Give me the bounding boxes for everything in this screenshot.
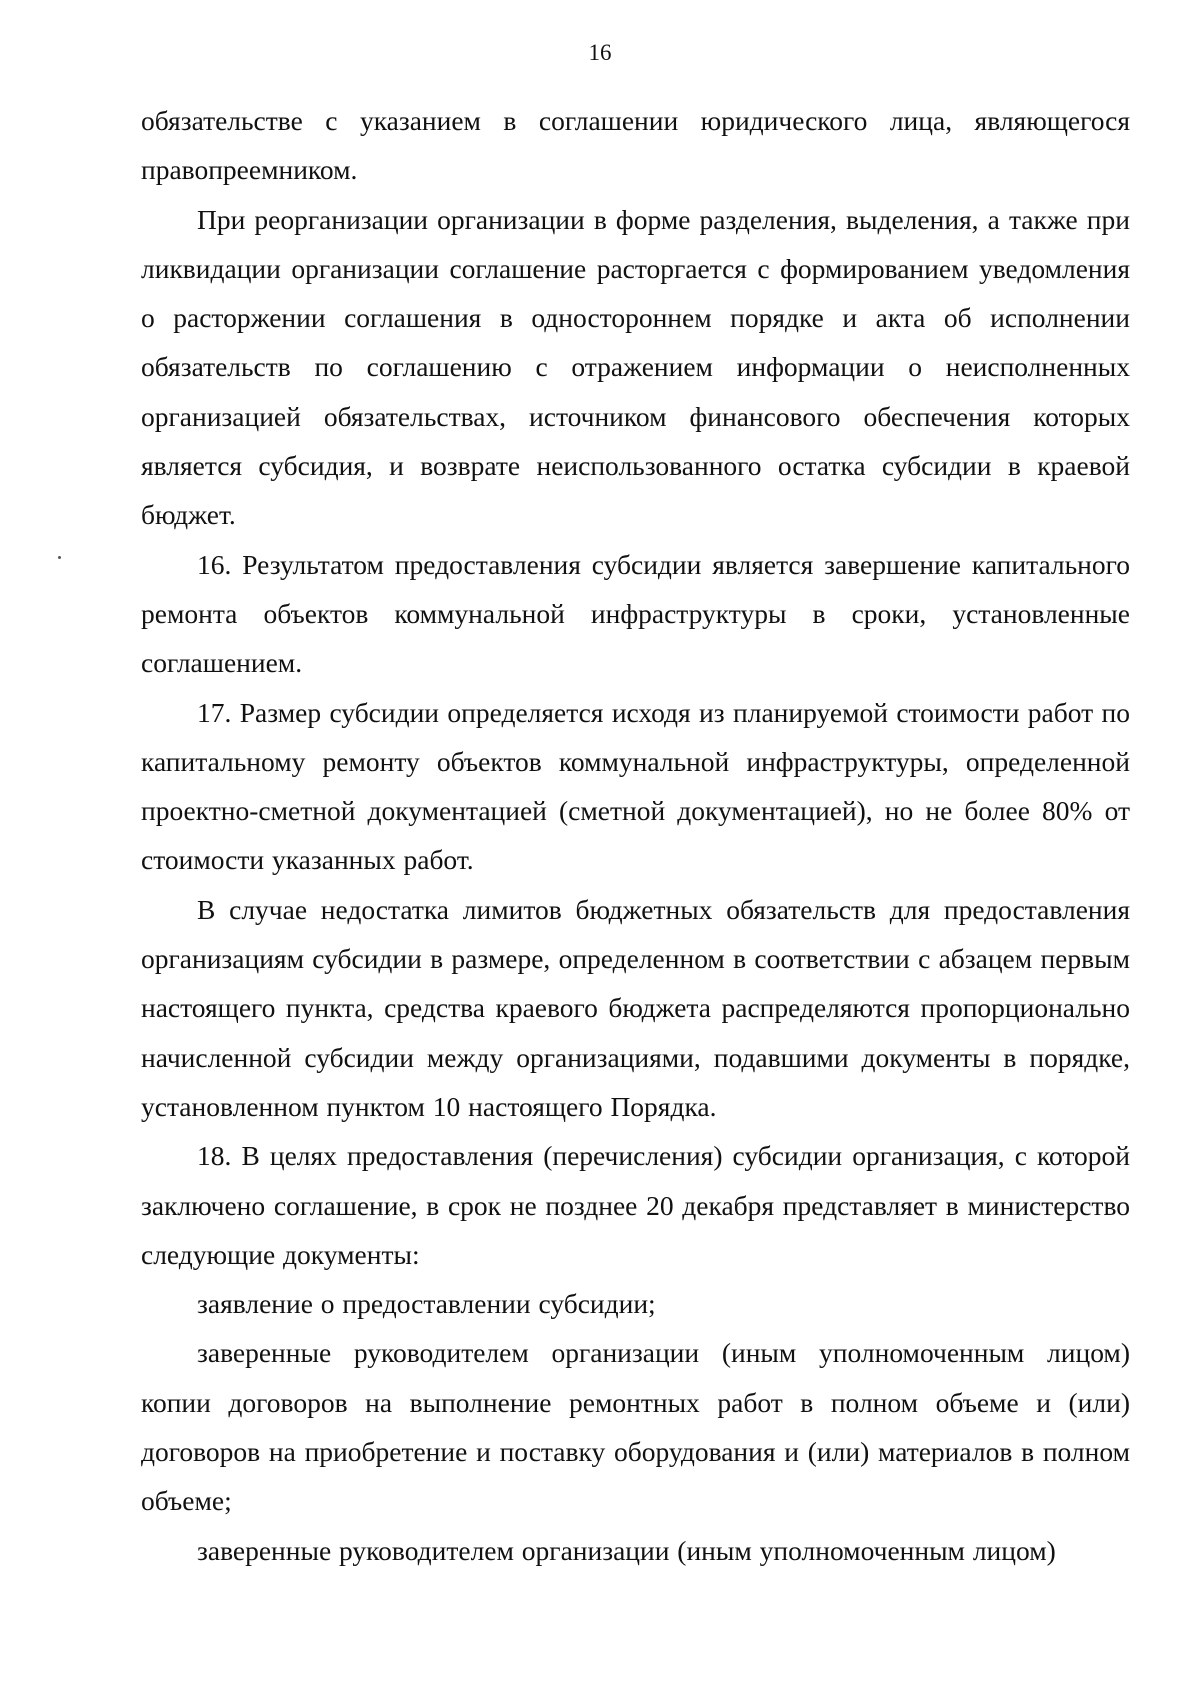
document-body — [141, 96, 1130, 1575]
paragraph-continuation: обязательстве с указанием в соглашении юридического лица, являющегося правопреемником. — [141, 105, 1130, 186]
paragraph-item-16: 16. Результатом предоставления субсидии является завершение капитального ремонта объектов коммунальной инфраструктуры в сроки, установленные соглашением. — [141, 548, 1130, 679]
paragraph-item-17: 17. Размер субсидии определяется исходя из планируемой стоимости работ по капитальному ремонту объектов коммунальной инфраструктуры, определенной проектно-сметной документацией (сметной документацией), но не более 80% от стоимости указанных работ. — [141, 696, 1130, 876]
paragraph-reorganization: При реорганизации организации в форме разделения, выделения, а также при ликвидации организации соглашение расторгается с формированием уведомления о расторжении соглашения в одностороннем порядке и акта об исполнении обязательств по соглашению с отражением информации о неисполненных организацией обязательствах, источником финансового обеспечения которых является субсидия, и возврате неиспользованного остатка субсидии в краевой бюджет. — [141, 203, 1130, 531]
list-item-certified-documents: заверенные руководителем организации (иным уполномоченным лицом) — [197, 1534, 1056, 1566]
scan-speck — [58, 556, 61, 559]
list-item-contract-copies: заверенные руководителем организации (иным уполномоченным лицом) копии договоров на выполнение ремонтных работ в полном объеме и (или) договоров на приобретение и поставку оборудования и (или) материалов в полном объеме; — [141, 1337, 1130, 1517]
list-item-application: заявление о предоставлении субсидии; — [197, 1288, 656, 1320]
page-number: 16 — [588, 40, 612, 65]
paragraph-item-18: 18. В целях предоставления (перечисления) субсидии организация, с которой заключено соглашение, в срок не позднее 20 декабря представляет в министерство следующие документы: — [141, 1140, 1130, 1270]
paragraph-limits: В случае недостатка лимитов бюджетных обязательств для предоставления организациям субсидии в размере, определенном в соответствии с абзацем первым настоящего пункта, средства краевого бюджета распределяются пропорционально начисленной субсидии между организациями, подавшими документы в порядке, установленном пунктом 10 настоящего Порядка. — [141, 893, 1130, 1122]
